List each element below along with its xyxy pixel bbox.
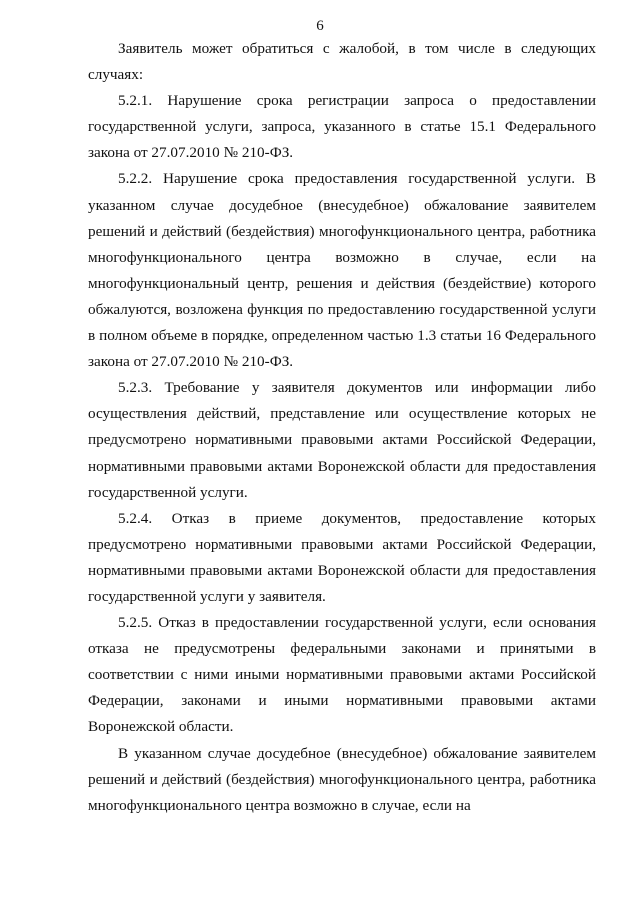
document-body	[88, 36, 596, 819]
paragraph-5-2-5: 5.2.5. Отказ в предоставлении государственной услуги, если основания отказа не предусмотрены федеральными законами и принятыми в соответствии с ними иными нормативными правовыми актами Российской Федерации, законами и иными нормативными правовыми актами Воронежской области.	[88, 614, 596, 736]
paragraph-intro: Заявитель может обратиться с жалобой, в том числе в следующих случаях:	[88, 40, 596, 84]
paragraph-continuation: В указанном случае досудебное (внесудебное) обжалование заявителем решений и действий (бездействия) многофункционального центра, работника многофункционального центра возможно в случае, если на	[88, 744, 596, 814]
paragraph-5-2-4: 5.2.4. Отказ в приеме документов, предоставление которых предусмотрено нормативными правовыми актами Российской Федерации, нормативными правовыми актами Воронежской области для предоставления государственной услуги у заявителя.	[88, 509, 596, 605]
page-number: 6	[316, 18, 324, 34]
paragraph-5-2-1: 5.2.1. Нарушение срока регистрации запроса о предоставлении государственной услуги, запроса, указанного в статье 15.1 Федерального закона от 27.07.2010 № 210-ФЗ.	[88, 92, 596, 162]
paragraph-5-2-3: 5.2.3. Требование у заявителя документов или информации либо осуществления действий, представление или осуществление которых не предусмотрено нормативными правовыми актами Российской Федерации, нормативными правовыми актами Воронежской области для предоставления государственной услуги.	[88, 379, 596, 501]
paragraph-5-2-2: 5.2.2. Нарушение срока предоставления государственной услуги. В указанном случае досудебное (внесудебное) обжалование заявителем решений и действий (бездействия) многофункционального центра, работника многофункционального центра возможно в случае, если на многофункциональный центр, решения и действия (бездействие) которого обжалуются, возложена функция по предоставлению государственной услуги в полном объеме в порядке, определенном частью 1.3 статьи 16 Федерального закона от 27.07.2010 № 210-ФЗ.	[88, 170, 596, 371]
